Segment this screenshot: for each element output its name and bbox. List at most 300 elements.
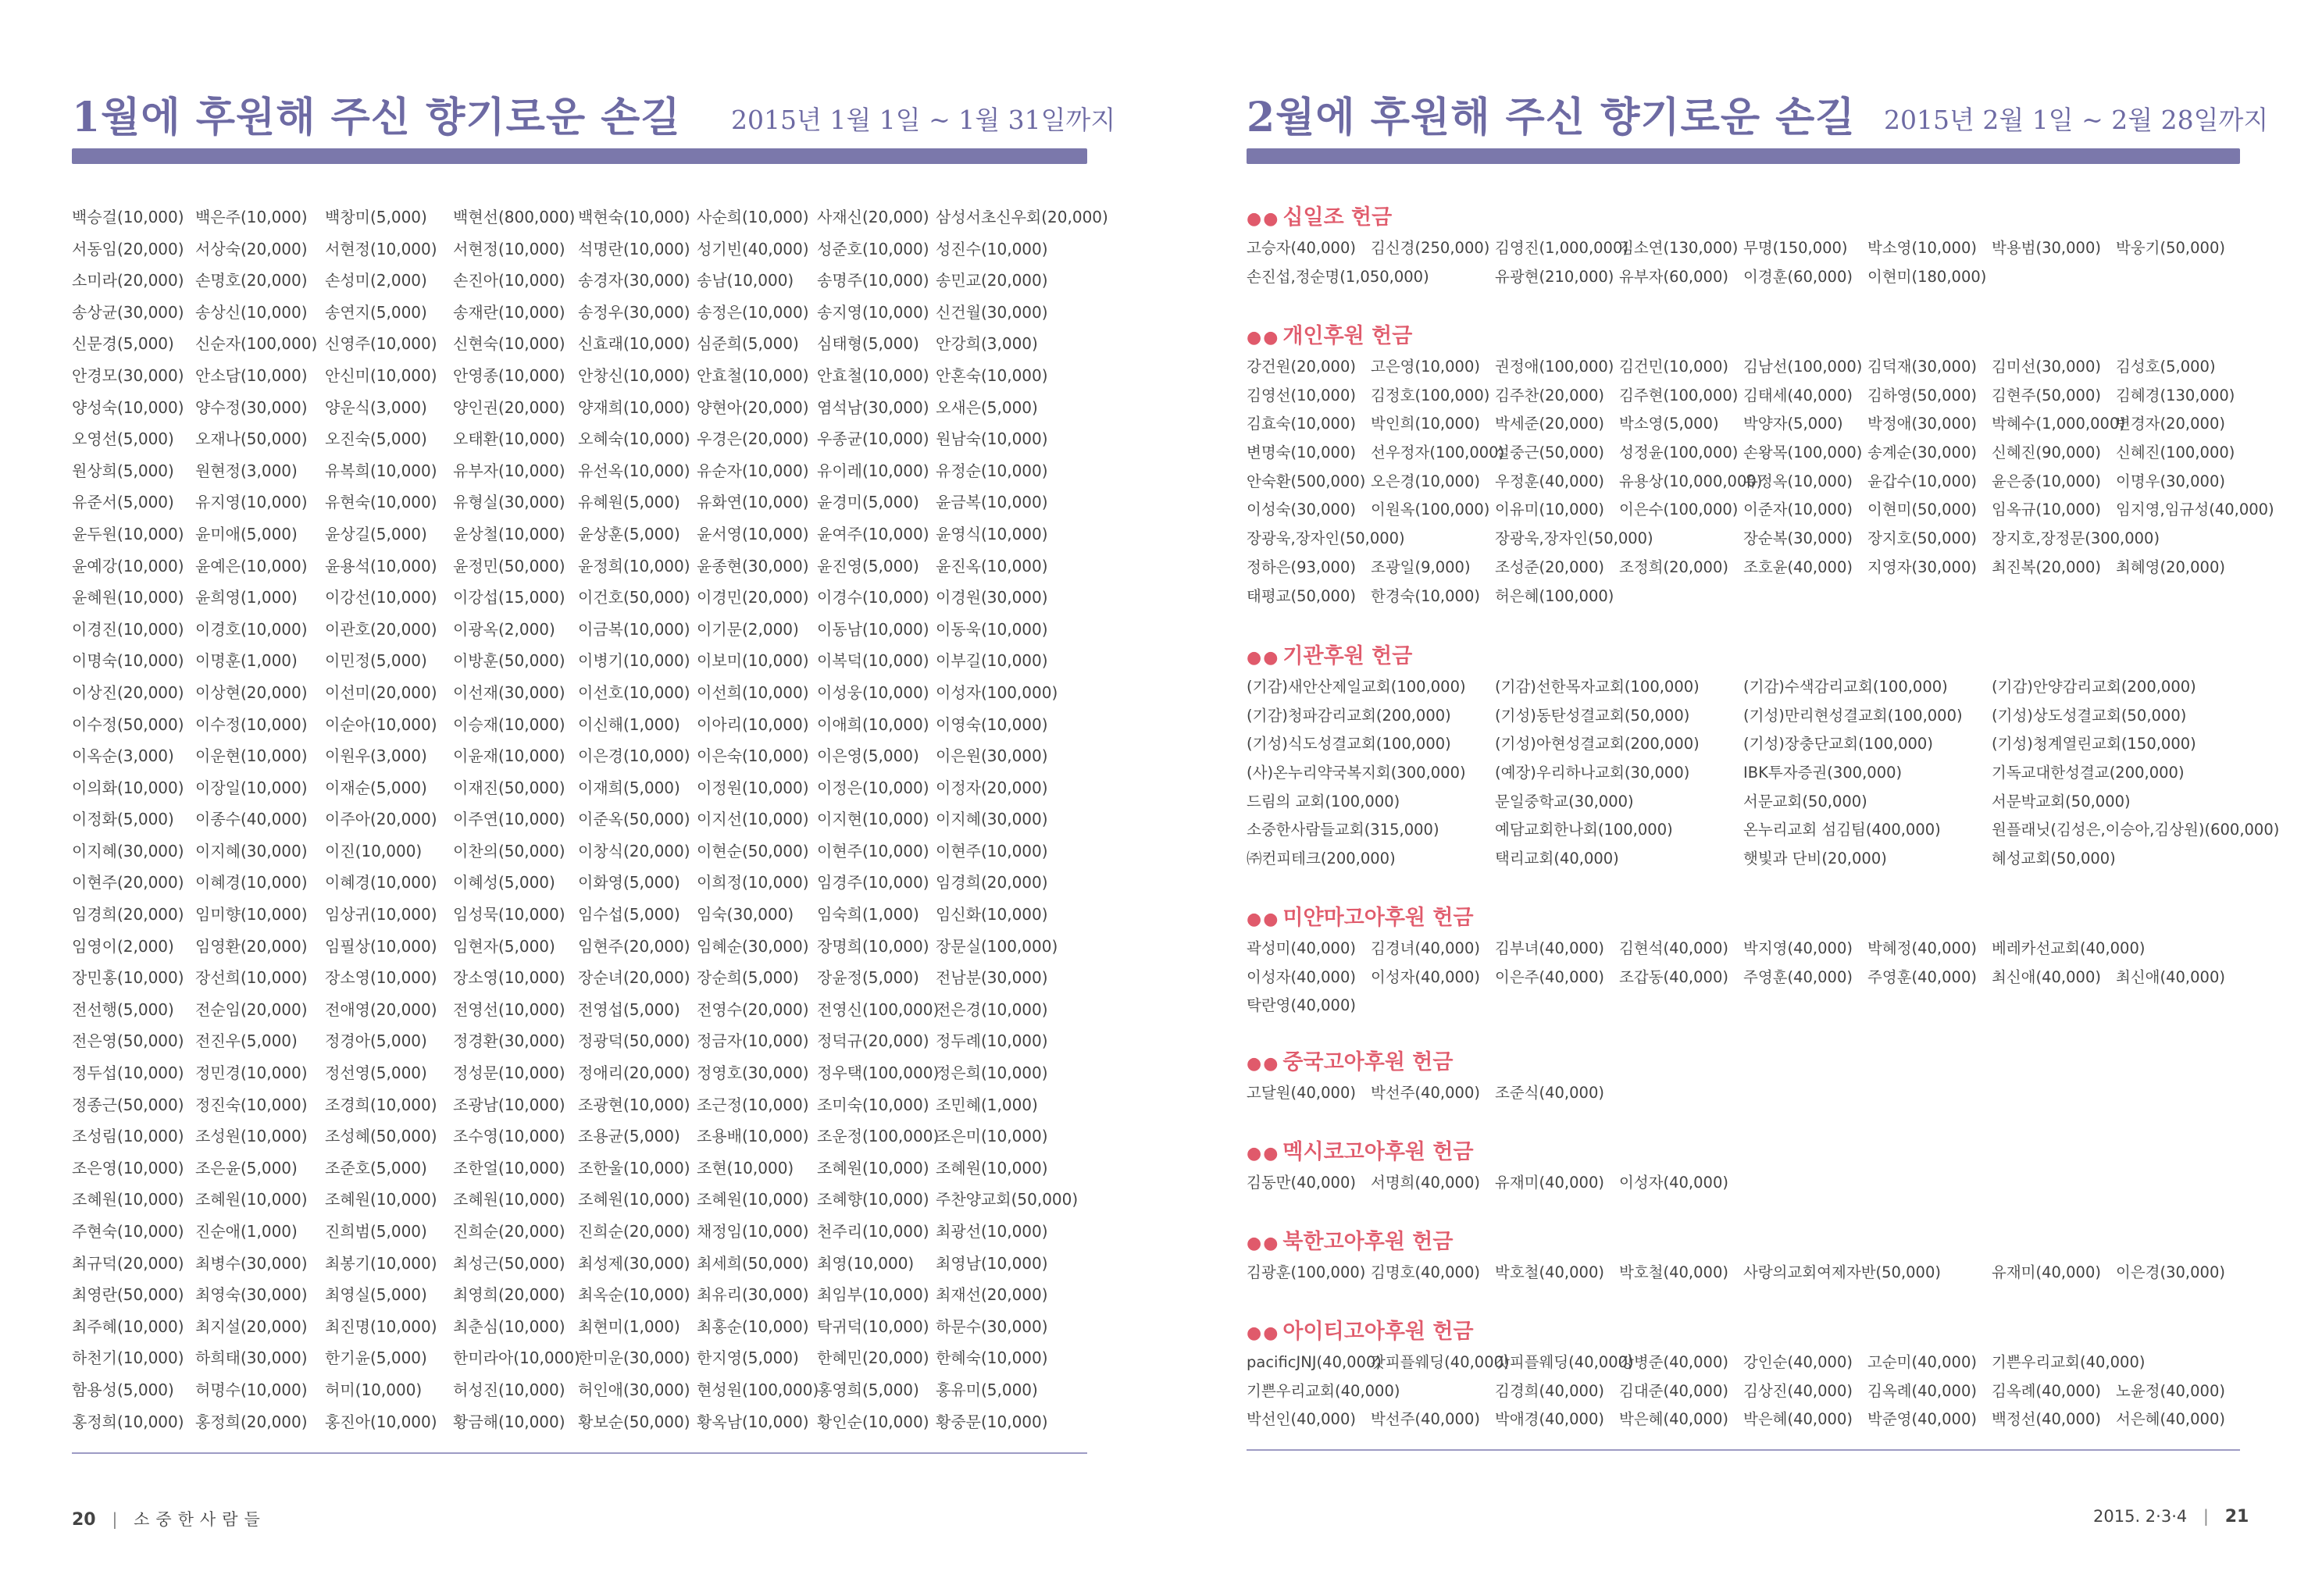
donor-entry: 박웅기(50,000) <box>2116 239 2225 257</box>
donor-entry: 정애리(20,000) <box>578 1063 690 1083</box>
donor-entry: 서현정(10,000) <box>453 239 565 258</box>
donor-entry: 박혜정(40,000) <box>1867 939 1977 957</box>
donor-entry: 이현순(50,000) <box>697 841 809 860</box>
donor-entry <box>1371 263 1495 292</box>
donor-row <box>1247 845 2262 874</box>
donor-entry: 이경진(10,000) <box>72 619 184 639</box>
section-title: 아이티고아후원 헌금 <box>1282 1320 1474 1344</box>
donor-entry: 최옥순(10,000) <box>578 1285 690 1305</box>
donor-entry: 이신해(1,000) <box>578 714 680 734</box>
donor-entry: 정성문(10,000) <box>453 1063 565 1083</box>
donor-entry: 임성묵(10,000) <box>453 905 565 924</box>
donor-entry: 임숙(30,000) <box>697 905 794 924</box>
donor-entry: 김영선(10,000) <box>1247 386 1356 404</box>
donor-entry: 정우택(100,000) <box>817 1063 940 1083</box>
donor-entry: 주영훈(40,000) <box>1867 967 1977 986</box>
donor-entry: 유부자(10,000) <box>453 461 565 480</box>
donor-entry: 유정옥(10,000) <box>1743 472 1853 490</box>
donor-entry: 조한얼(10,000) <box>453 1158 565 1177</box>
donor-entry: 최춘심(10,000) <box>453 1316 565 1336</box>
page-number: 20 <box>72 1510 96 1530</box>
donor-entry: 이창식(20,000) <box>578 841 690 860</box>
donor-entry: 소미라(20,000) <box>72 271 184 290</box>
donor-entry: 박선주(40,000) <box>1371 1084 1480 1102</box>
donor-row <box>72 1152 1087 1185</box>
donor-entry: 김경녀(40,000) <box>1371 939 1480 957</box>
donor-entry: 안혼숙(10,000) <box>936 365 1048 385</box>
donor-entry: 강건원(20,000) <box>1247 358 1356 376</box>
donor-entry: 이지혜(30,000) <box>195 841 308 860</box>
donor-entry: 이경호(10,000) <box>195 619 308 639</box>
donor-entry: 김옥례(40,000) <box>1867 1381 1977 1400</box>
donor-entry: 고승자(40,000) <box>1247 239 1356 257</box>
donor-entry <box>1371 525 1495 554</box>
donor-entry: 서명희(40,000) <box>1371 1174 1480 1192</box>
donor-row <box>1247 410 2262 439</box>
donor-entry: 백은주(10,000) <box>195 208 308 226</box>
donor-entry: 황옥남(10,000) <box>697 1412 809 1431</box>
donor-entry: 유순자(10,000) <box>697 461 809 480</box>
donor-entry: 서문교회(50,000) <box>1743 792 1867 810</box>
donor-entry: (기성)장충단교회(100,000) <box>1743 735 1933 753</box>
donor-entry: 조한울(10,000) <box>578 1158 690 1177</box>
donor-entry: 백현숙(10,000) <box>578 208 690 226</box>
donor-entry: 임신화(10,000) <box>936 905 1048 924</box>
donor-entry: 송상균(30,000) <box>72 302 184 322</box>
donor-entry: 이수정(10,000) <box>195 714 308 734</box>
donor-entry: 임수섭(5,000) <box>578 905 680 924</box>
donor-entry: 이혜경(10,000) <box>195 873 308 892</box>
donor-entry: 박선인(40,000) <box>1247 1410 1356 1429</box>
donor-row <box>72 867 1087 899</box>
donor-entry: 윤용석(10,000) <box>325 556 437 575</box>
donor-entry: 윤경미(5,000) <box>817 493 919 512</box>
donor-row <box>72 1089 1087 1121</box>
section-title: 십일조 헌금 <box>1282 205 1393 230</box>
donor-entry: 신문경(5,000) <box>72 334 174 354</box>
donor-entry: 서상숙(20,000) <box>195 239 308 258</box>
donor-entry: 변명숙(10,000) <box>1247 444 1356 462</box>
donor-entry: 사순희(10,000) <box>697 208 809 226</box>
donor-row <box>1247 525 2262 554</box>
donor-row <box>1247 964 2262 992</box>
donor-entry: 신효래(10,000) <box>578 334 690 354</box>
donor-entry: 박용범(30,000) <box>1992 239 2101 257</box>
donor-entry: 김영진(1,000,000) <box>1495 239 1628 257</box>
donor-entry: 허인애(30,000) <box>578 1380 690 1399</box>
bullet-icon: ●● <box>1247 1234 1280 1253</box>
donor-entry: 이동욱(10,000) <box>936 619 1048 639</box>
donor-entry: 이정원(10,000) <box>697 778 809 797</box>
donor-entry: 최영(10,000) <box>817 1253 915 1273</box>
page-title: 2월에 후원해 주신 향기로운 손길 <box>1247 94 1856 141</box>
donor-entry <box>2116 992 2240 1021</box>
donor-entry: 이선호(10,000) <box>578 682 690 702</box>
bullet-icon: ●● <box>1247 328 1280 347</box>
donor-entry: 우경은(20,000) <box>697 429 809 449</box>
donor-entry: 한지영(5,000) <box>697 1348 799 1368</box>
donor-entry: 임혜순(30,000) <box>697 936 809 956</box>
donor-entry: 조혜원(10,000) <box>578 1190 690 1209</box>
donor-row <box>72 1374 1087 1406</box>
donor-entry: 김혜경(130,000) <box>2116 386 2235 404</box>
donor-entry: 이영숙(10,000) <box>936 714 1048 734</box>
donor-entry: 허미(10,000) <box>325 1380 423 1399</box>
section-title: 미얀마고아후원 헌금 <box>1282 906 1474 930</box>
section-heading <box>1247 201 2262 234</box>
donor-row <box>72 835 1087 867</box>
donor-entry: 김동만(40,000) <box>1247 1174 1356 1192</box>
donor-entry: 정두례(10,000) <box>936 1031 1048 1051</box>
donor-entry: 진희순(20,000) <box>453 1222 565 1241</box>
donor-entry: 이은원(30,000) <box>936 746 1048 766</box>
donor-entry: 임숙희(1,000) <box>817 905 919 924</box>
donor-entry: 송계순(30,000) <box>1867 444 1977 462</box>
donor-row <box>1247 702 2262 731</box>
donor-entry: 박선주(40,000) <box>1371 1410 1480 1429</box>
donor-entry <box>2116 1348 2240 1377</box>
donor-entry: 최병수(30,000) <box>195 1253 308 1273</box>
donor-row <box>1247 816 2280 845</box>
donor-entry: 조준식(40,000) <box>1495 1084 1604 1102</box>
donor-entry: 홍진아(10,000) <box>325 1412 437 1431</box>
donor-entry: 조은미(10,000) <box>936 1127 1048 1146</box>
donor-entry: 이은수(100,000) <box>1619 501 1739 519</box>
donor-entry: 이경훈(60,000) <box>1743 267 1853 286</box>
donor-entry: 조호윤(40,000) <box>1743 558 1853 576</box>
donor-entry: 최세희(50,000) <box>697 1253 809 1273</box>
donor-entry: 최영숙(30,000) <box>195 1285 308 1305</box>
donor-entry: 송민교(20,000) <box>936 271 1048 290</box>
donor-entry: 박호철(40,000) <box>1619 1263 1728 1281</box>
donor-entry: 홍정희(10,000) <box>72 1412 184 1431</box>
donor-entry: 백현선(800,000) <box>453 208 576 226</box>
donor-entry: 기쁜우리교회(40,000) <box>1992 1353 2146 1371</box>
donor-entry: 하희태(30,000) <box>195 1348 308 1368</box>
donor-entry: 전선행(5,000) <box>72 999 174 1019</box>
folio <box>2093 1507 2249 1527</box>
donor-entry: 홍유미(5,000) <box>936 1380 1038 1399</box>
donor-entry: 이정화(5,000) <box>72 810 174 829</box>
donor-entry: 신영주(10,000) <box>325 334 437 354</box>
donor-entry: 주찬양교회(50,000) <box>936 1190 1079 1209</box>
donor-entry: 조혜원(10,000) <box>195 1190 308 1209</box>
donor-entry: 송정우(30,000) <box>578 302 690 322</box>
donor-entry: 성진수(10,000) <box>936 239 1048 258</box>
donor-entry: 박인희(10,000) <box>1371 415 1480 433</box>
donor-entry: 박지영(40,000) <box>1743 939 1853 957</box>
issue-date: 2015. 2·3·4 <box>2093 1507 2188 1526</box>
donor-row <box>1247 730 2262 759</box>
donor-entry: (예장)우리하나교회(30,000) <box>1495 764 1690 782</box>
period-label: 2015년 1월 1일 ~ 1월 31일까지 <box>731 105 1116 135</box>
donor-entry: 황보순(50,000) <box>578 1412 690 1431</box>
section-title: 개인후원 헌금 <box>1282 324 1413 348</box>
donor-entry: 윤갑수(10,000) <box>1867 472 1977 490</box>
donor-entry: 이은경(10,000) <box>578 746 690 766</box>
donor-entry: 조성준(20,000) <box>1495 558 1604 576</box>
donor-entry: 진순애(1,000) <box>195 1222 298 1241</box>
donor-entry: 이장일(10,000) <box>195 778 308 797</box>
donor-entry: 김광훈(100,000) <box>1247 1263 1366 1281</box>
donor-entry: (기감)청파감리교회(200,000) <box>1247 706 1451 725</box>
donor-entry: 삼성서초신우회(20,000) <box>936 208 1108 226</box>
donor-entry: 유이레(10,000) <box>817 461 929 480</box>
bullet-icon: ●● <box>1247 648 1280 668</box>
donor-entry: 윤정희(10,000) <box>578 556 690 575</box>
donor-entry <box>2116 935 2240 964</box>
donor-entry: 염석남(30,000) <box>817 397 929 417</box>
donor-entry: 황중문(10,000) <box>936 1412 1048 1431</box>
donor-entry: 양인권(20,000) <box>453 397 565 417</box>
donor-row <box>1247 1169 2262 1198</box>
donor-entry: 임경희(20,000) <box>936 873 1048 892</box>
donor-entry: 이상진(20,000) <box>72 682 184 702</box>
donor-entry: 오재나(50,000) <box>195 429 308 449</box>
donor-entry: (기성)동탄성결교회(50,000) <box>1495 706 1690 725</box>
donor-entry: 기독교대한성결교(200,000) <box>1992 764 2185 782</box>
donor-entry: 오영선(5,000) <box>72 429 174 449</box>
donation-section <box>1247 640 2280 874</box>
donor-entry: 한혜숙(10,000) <box>936 1348 1048 1368</box>
donor-entry: 이강선(10,000) <box>325 588 437 607</box>
donor-row <box>1247 496 2274 525</box>
donor-entry: 서현정(10,000) <box>325 239 437 258</box>
donation-section <box>1247 1316 2262 1434</box>
donation-section <box>1247 1136 2262 1198</box>
donation-section <box>1247 902 2262 1021</box>
donor-entry: 이성자(40,000) <box>1371 967 1480 986</box>
section-heading <box>1247 1136 2262 1169</box>
donor-entry: 이민정(5,000) <box>325 651 427 671</box>
donor-entry: 김덕재(30,000) <box>1867 358 1977 376</box>
donor-entry: 이성자(100,000) <box>936 682 1058 702</box>
donor-entry: 최광선(10,000) <box>936 1222 1048 1241</box>
donor-entry: 고은영(10,000) <box>1371 358 1480 376</box>
donor-entry: 전영수(20,000) <box>697 999 809 1019</box>
donor-entry: 정덕규(20,000) <box>817 1031 929 1051</box>
donor-entry: 유화연(10,000) <box>697 493 809 512</box>
donor-row <box>1247 1405 2262 1434</box>
donor-row <box>1247 1377 2262 1406</box>
donor-entry: 윤상철(10,000) <box>453 524 565 543</box>
donor-entry <box>1619 582 1743 611</box>
donor-entry: 이지선(10,000) <box>697 810 809 829</box>
donor-entry: 손진아(10,000) <box>453 271 565 290</box>
donor-entry: 윤상길(5,000) <box>325 524 427 543</box>
donor-entry <box>2116 1079 2240 1108</box>
donor-entry <box>2116 263 2240 292</box>
donor-entry <box>1743 582 1867 611</box>
donor-entry: 이현주(10,000) <box>936 841 1048 860</box>
donor-entry: 이준옥(50,000) <box>578 810 690 829</box>
donor-entry: 한미운(30,000) <box>578 1348 690 1368</box>
donor-entry: 황인순(10,000) <box>817 1412 929 1431</box>
donor-entry: 이성숙(30,000) <box>1247 501 1356 519</box>
donor-entry: ㈜컨피테크(200,000) <box>1247 850 1396 868</box>
donor-entry: 백승걸(10,000) <box>72 208 184 226</box>
donor-entry: 조혜원(10,000) <box>817 1158 929 1177</box>
donor-entry: 장광욱,장자인(50,000) <box>1495 529 1653 548</box>
donor-entry: 유현숙(10,000) <box>325 493 437 512</box>
donor-row <box>1247 992 2262 1021</box>
donor-entry: 임지영,임규성(40,000) <box>2116 501 2274 519</box>
donor-entry: 전애영(20,000) <box>325 999 437 1019</box>
donor-entry: 이광옥(2,000) <box>453 619 555 639</box>
donor-entry: 원상희(5,000) <box>72 461 174 480</box>
donor-entry <box>1743 1079 1867 1108</box>
donor-entry <box>1992 992 2116 1021</box>
donor-entry: 조용균(5,000) <box>578 1127 680 1146</box>
donor-entry: 이명훈(1,000) <box>195 651 298 671</box>
donor-entry: 조용배(10,000) <box>697 1127 809 1146</box>
donor-entry: 이원우(3,000) <box>325 746 427 766</box>
donor-entry: 이은영(5,000) <box>817 746 919 766</box>
donor-entry: 정은희(10,000) <box>936 1063 1048 1083</box>
donor-entry: 임영이(2,000) <box>72 936 174 956</box>
bullet-icon: ●● <box>1247 1054 1280 1074</box>
donor-entry: 장소영(10,000) <box>453 968 565 988</box>
donor-entry: 송재란(10,000) <box>453 302 565 322</box>
donor-entry: 이경수(10,000) <box>817 588 929 607</box>
donor-entry: 선우정자(100,000) <box>1371 444 1505 462</box>
donor-entry: 정진숙(10,000) <box>195 1095 308 1114</box>
donor-entry: 윤영식(10,000) <box>936 524 1048 543</box>
donor-entry: 이금복(10,000) <box>578 619 690 639</box>
donor-entry: 정금자(10,000) <box>697 1031 809 1051</box>
donor-row <box>72 486 1087 518</box>
donor-entry: 최재선(20,000) <box>936 1285 1048 1305</box>
right-page <box>1158 0 2315 1596</box>
donor-entry: 조수영(10,000) <box>453 1127 565 1146</box>
donor-entry: 원현정(3,000) <box>195 461 298 480</box>
donor-row <box>72 550 1087 582</box>
donor-entry: 전남분(30,000) <box>936 968 1048 988</box>
donor-entry: 하천기(10,000) <box>72 1348 184 1368</box>
donor-entry: 윤진옥(10,000) <box>936 556 1048 575</box>
donor-entry: 설중근(50,000) <box>1495 444 1604 462</box>
donor-entry: 양현아(20,000) <box>697 397 809 417</box>
donor-entry: 한기윤(5,000) <box>325 1348 427 1368</box>
donor-entry: 임옥규(10,000) <box>1992 501 2101 519</box>
donor-entry: 신혜진(100,000) <box>2116 444 2235 462</box>
donor-entry: 전진우(5,000) <box>195 1031 298 1051</box>
donor-entry: 조혜원(10,000) <box>325 1190 437 1209</box>
donor-row <box>72 518 1087 550</box>
donor-entry: 천주리(10,000) <box>817 1222 929 1241</box>
donor-entry <box>1495 992 1619 1021</box>
donor-row <box>72 1216 1087 1248</box>
donor-entry: 강인순(40,000) <box>1743 1353 1853 1371</box>
donor-row <box>1247 788 2262 817</box>
donor-entry: 베레카선교회(40,000) <box>1992 939 2146 957</box>
donor-entry: 곽성미(40,000) <box>1247 939 1356 957</box>
donor-entry: 지영자(30,000) <box>1867 558 1977 576</box>
donor-entry: 이방훈(50,000) <box>453 651 565 671</box>
donor-entry: 성정윤(100,000) <box>1619 444 1739 462</box>
donor-entry: 손진섭,정순명(1,050,000) <box>1247 267 1429 286</box>
donor-row <box>1247 439 2262 468</box>
donor-entry: (기감)수색감리교회(100,000) <box>1743 678 1948 696</box>
donor-entry: 이화영(5,000) <box>578 873 680 892</box>
donor-entry: 이동남(10,000) <box>817 619 929 639</box>
donor-entry: 이선미(20,000) <box>325 682 437 702</box>
donor-entry: 최임부(10,000) <box>817 1285 929 1305</box>
donor-entry <box>1619 992 1743 1021</box>
donor-row <box>72 931 1087 963</box>
donor-entry: 윤상훈(5,000) <box>578 524 680 543</box>
donor-row <box>72 1311 1087 1343</box>
donor-entry: 김남선(100,000) <box>1743 358 1863 376</box>
donor-entry: (기감)선한목자교회(100,000) <box>1495 678 1700 696</box>
donor-entry: 백정선(40,000) <box>1992 1410 2101 1429</box>
donor-entry: 양운식(3,000) <box>325 397 427 417</box>
donor-entry: 조광남(10,000) <box>453 1095 565 1114</box>
donor-entry: 이선재(30,000) <box>453 682 565 702</box>
donor-entry: 이재순(5,000) <box>325 778 427 797</box>
donor-entry: 이은경(30,000) <box>2116 1263 2225 1281</box>
donor-entry: 안창신(10,000) <box>578 365 690 385</box>
donor-entry: 전영섭(5,000) <box>578 999 680 1019</box>
donor-entry: 장문실(100,000) <box>936 936 1058 956</box>
donor-row <box>72 645 1087 677</box>
donor-entry: 윤두원(10,000) <box>72 524 184 543</box>
donor-entry: 유선옥(10,000) <box>578 461 690 480</box>
donor-entry: 이강섭(15,000) <box>453 588 565 607</box>
donor-entry <box>1867 1169 1992 1198</box>
donor-entry: 하문수(30,000) <box>936 1316 1048 1336</box>
donor-entry: 유지영(10,000) <box>195 493 308 512</box>
donor-entry: 고순미(40,000) <box>1867 1353 1977 1371</box>
donor-entry: (기성)식도성결교회(100,000) <box>1247 735 1451 753</box>
donor-entry: 신건월(30,000) <box>936 302 1048 322</box>
donor-row <box>72 962 1087 994</box>
donor-entry: 이현주(20,000) <box>72 873 184 892</box>
section-heading <box>1247 1046 2262 1079</box>
donor-entry: 고달원(40,000) <box>1247 1084 1356 1102</box>
donor-entry: 손명호(20,000) <box>195 271 308 290</box>
donor-entry: 이상현(20,000) <box>195 682 308 702</box>
donor-row <box>1247 673 2262 702</box>
donor-entry: 신현숙(10,000) <box>453 334 565 354</box>
donor-entry: 권정애(100,000) <box>1495 358 1614 376</box>
donor-row <box>1247 935 2262 964</box>
donor-entry: 장지호,장정문(300,000) <box>1992 529 2160 548</box>
donor-entry: 진희범(5,000) <box>325 1222 427 1241</box>
donor-entry <box>1867 582 1992 611</box>
donor-entry: 김신경(250,000) <box>1371 239 1490 257</box>
donor-entry: 심준희(5,000) <box>697 334 799 354</box>
donor-entry: 성준호(10,000) <box>817 239 929 258</box>
donor-row <box>1247 1348 2262 1377</box>
donor-entry: 안신미(10,000) <box>325 365 437 385</box>
donor-entry: 이지혜(30,000) <box>72 841 184 860</box>
donor-entry: 윤여주(10,000) <box>817 524 929 543</box>
donor-entry: 정종근(50,000) <box>72 1095 184 1114</box>
donor-entry: 이순아(10,000) <box>325 714 437 734</box>
donor-entry: 임영환(20,000) <box>195 936 308 956</box>
donor-entry: 신순자(100,000) <box>195 334 318 354</box>
donor-row <box>1247 234 2262 263</box>
donor-entry: 이재희(5,000) <box>578 778 680 797</box>
donor-entry: 최진복(20,000) <box>1992 558 2101 576</box>
donor-entry: 최주혜(10,000) <box>72 1316 184 1336</box>
donor-row <box>72 803 1087 835</box>
donor-entry: 최영남(10,000) <box>936 1253 1048 1273</box>
donor-entry: 조근정(10,000) <box>697 1095 809 1114</box>
donor-entry: 홍정희(20,000) <box>195 1412 308 1431</box>
donor-entry: 이선희(10,000) <box>697 682 809 702</box>
